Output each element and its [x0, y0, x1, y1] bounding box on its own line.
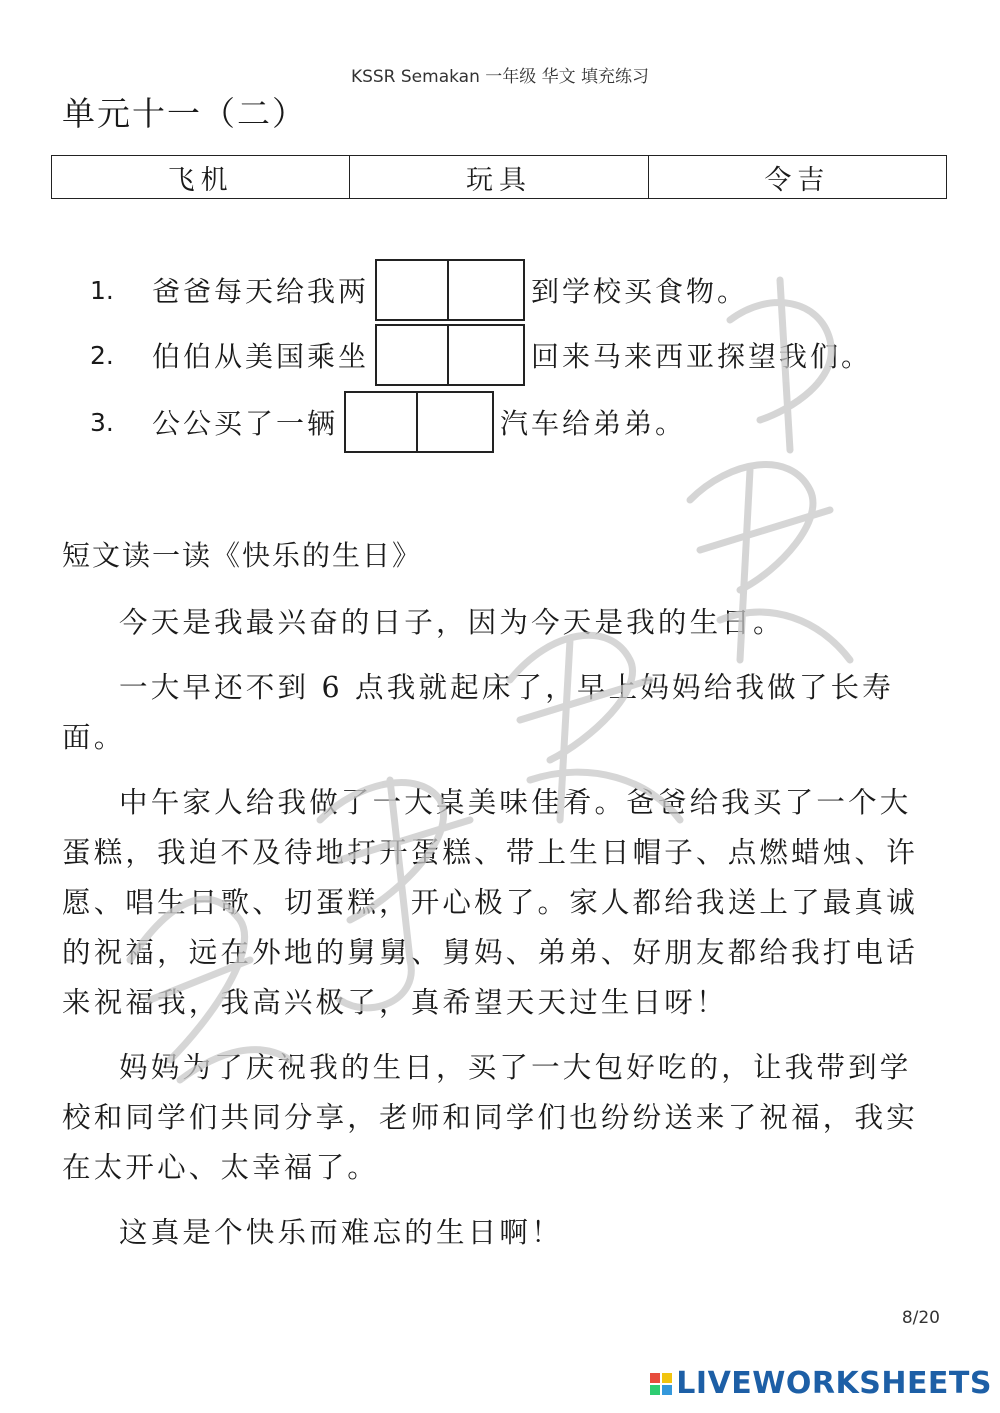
passage-paragraph: 妈妈为了庆祝我的生日，买了一大包好吃的，让我带到学校和同学们共同分享，老师和同学们也纷纷送来了祝福，我实在太开心、太幸福了。 [62, 1051, 918, 1184]
answer-box[interactable] [449, 324, 525, 386]
question-text-before: 伯伯从美国乘坐 [152, 340, 370, 373]
word-bank-item: 玩具 [349, 156, 647, 198]
answer-box[interactable] [375, 324, 449, 386]
question-text-after: 汽车给弟弟。 [500, 407, 687, 440]
word-bank [51, 155, 947, 199]
question-text-before: 爸爸每天给我两 [152, 275, 370, 308]
answer-box[interactable] [418, 391, 494, 453]
word-bank-item: 令吉 [648, 156, 946, 198]
passage-paragraph: 中午家人给我做了一大桌美味佳肴。爸爸给我买了一个大蛋糕，我迫不及待地打开蛋糕、带上生日帽子、点燃蜡烛、许愿、唱生日歌、切蛋糕，开心极了。家人都给我送上了最真诚的祝福，远在外地的舅舅、舅妈、弟弟、好朋友都给我打电话来祝福我，我高兴极了，真希望天天过生日呀！ [62, 786, 918, 1019]
answer-boxes [375, 259, 525, 321]
liveworksheets-logo[interactable] [650, 1366, 992, 1401]
passage-title: 短文读一读《快乐的生日》 [62, 539, 423, 572]
answer-box[interactable] [344, 391, 418, 453]
answer-boxes [344, 391, 494, 453]
passage-paragraph: 一大早还不到 6 点我就起床了，早上妈妈给我做了长寿面。 [62, 671, 894, 754]
answer-box[interactable] [449, 259, 525, 321]
liveworksheets-icon [650, 1373, 672, 1395]
question-number: 1. [90, 275, 114, 305]
question-text-after: 到学校买食物。 [531, 275, 749, 308]
passage-paragraph: 这真是个快乐而难忘的生日啊！ [119, 1216, 563, 1249]
brand-text: LIVEWORKSHEETS [676, 1366, 992, 1401]
question-number: 2. [90, 340, 114, 370]
page-number: 8/20 [901, 1308, 940, 1328]
word-bank-item: 飞机 [167, 164, 234, 196]
question-text-after: 回来马来西亚探望我们。 [531, 340, 873, 373]
answer-boxes [375, 324, 525, 386]
question-1 [90, 257, 748, 323]
passage-body [62, 598, 942, 1273]
question-text-before: 公公买了一辆 [152, 407, 339, 440]
answer-box[interactable] [375, 259, 449, 321]
worksheet-header: KSSR Semakan 一年级 华文 填充练习 [350, 67, 650, 87]
question-2 [90, 322, 872, 388]
question-number: 3. [90, 407, 114, 437]
question-3 [90, 389, 686, 455]
passage-paragraph: 今天是我最兴奋的日子，因为今天是我的生日。 [119, 606, 785, 639]
unit-title: 单元十一（二） [62, 94, 307, 133]
